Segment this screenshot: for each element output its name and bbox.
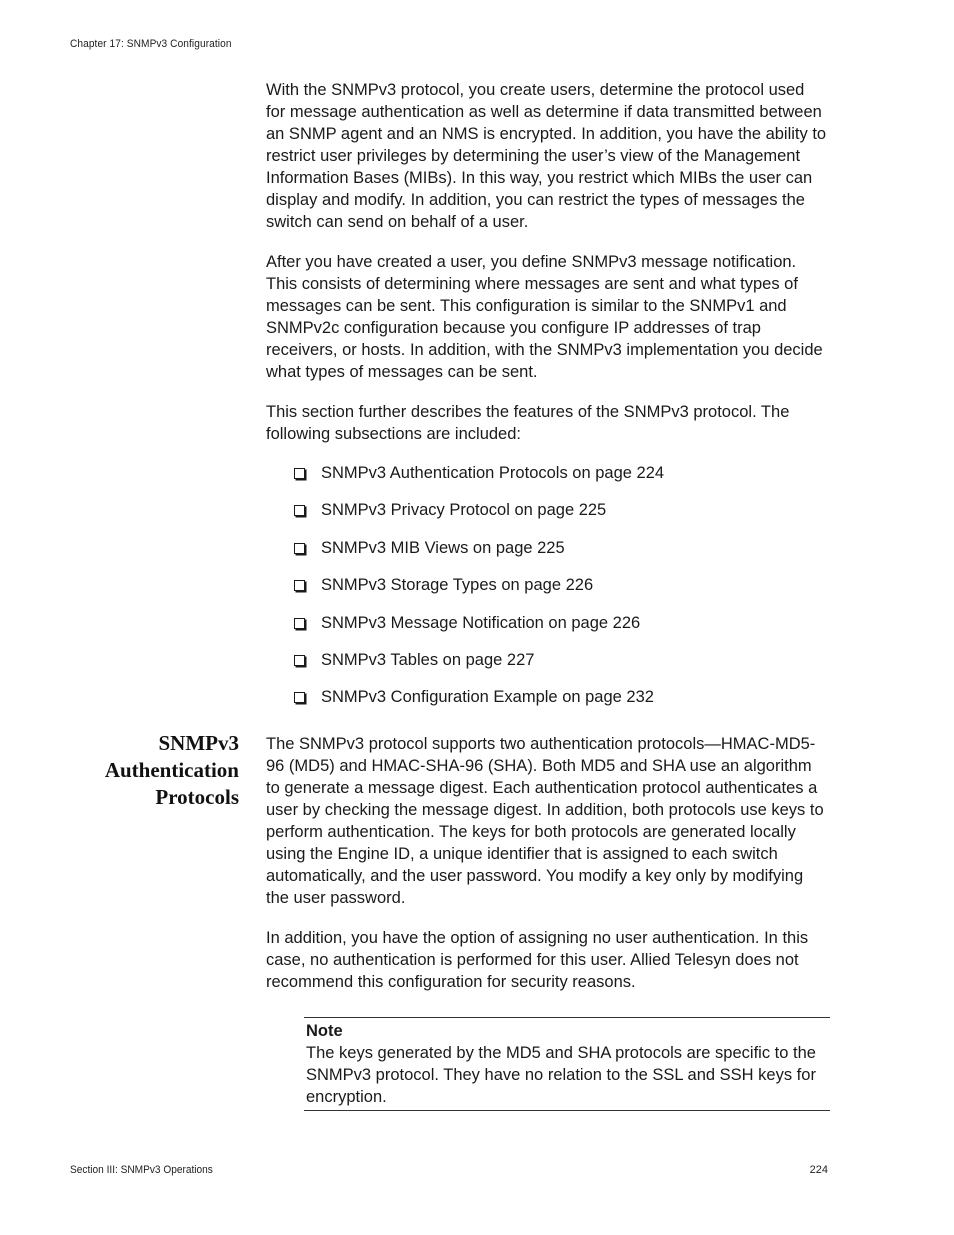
note-text: The keys generated by the MD5 and SHA protocols are specific to the SNMPv3 protocol. They have no relation to the SSL and SSH keys for encryption. [306, 1044, 816, 1106]
section-heading-line: SNMPv3 [158, 731, 239, 755]
subsection-link[interactable]: SNMPv3 Privacy Protocol on page 225 [321, 501, 607, 520]
footer-section: Section III: SNMPv3 Operations [70, 1164, 213, 1176]
running-header: Chapter 17: SNMPv3 Configuration [70, 38, 232, 50]
intro-paragraph: This section further describes the features of the SNMPv3 protocol. The following subsections are included: [266, 403, 790, 443]
subsection-link[interactable]: SNMPv3 Authentication Protocols on page 224 [321, 464, 665, 482]
list-item [294, 574, 664, 611]
intro-paragraph: With the SNMPv3 protocol, you create users, determine the protocol used for message authentication as well as determine if data transmitted between an SNMP agent and an NMS is encrypted. In addition, you have the ability to restrict user privileges by determining the user’s view of the Management Information Bases (MIBs). In this way, you restrict which MIBs the user can display and modify. In addition, you can restrict the types of messages the switch can send on behalf of a user. [266, 81, 827, 231]
list-item [294, 537, 664, 574]
section-paragraph: In addition, you have the option of assigning no user authentication. In this case, no authentication is performed for this user. Allied Telesyn does not recommend this configuration for security reasons. [266, 929, 809, 991]
checkbox-bullet-icon [294, 655, 305, 666]
subsection-list [294, 462, 664, 724]
checkbox-bullet-icon [294, 543, 305, 554]
subsection-link[interactable]: SNMPv3 Message Notification on page 226 [321, 613, 641, 632]
subsection-link[interactable]: SNMPv3 Storage Types on page 226 [321, 576, 594, 595]
section-paragraph: The SNMPv3 protocol supports two authentication protocols—HMAC-MD5-96 (MD5) and HMAC-SHA-96 (SHA). Both MD5 and SHA use an algorithm to generate a message digest. Each authentication protocol authenticates a user by checking the message digest. In addition, both protocols use keys to perform authentication. The keys for both protocols are generated locally using the Engine ID, a unique identifier that is assigned to each switch automatically, and the user password. You modify a key only by modifying the user password. [266, 735, 824, 907]
list-item [294, 686, 664, 723]
note-title: Note [306, 1022, 343, 1040]
checkbox-bullet-icon [294, 618, 305, 629]
list-item [294, 612, 664, 649]
section-heading [60, 730, 239, 811]
section-heading-line: Authentication [104, 758, 239, 782]
list-item [294, 649, 664, 686]
checkbox-bullet-icon [294, 468, 305, 479]
list-item [294, 499, 664, 536]
intro-text [266, 79, 828, 445]
checkbox-bullet-icon [294, 692, 305, 703]
page-number: 224 [809, 1164, 828, 1176]
list-item [294, 462, 664, 499]
intro-paragraph: After you have created a user, you define SNMPv3 message notification. This consists of determining where messages are sent and what types of messages can be sent. This configuration is similar to the SNMPv1 and SNMPv2c configuration because you configure IP addresses of trap receivers, or hosts. In addition, with the SNMPv3 implementation you decide what types of messages can be sent. [266, 253, 823, 381]
subsection-link[interactable]: SNMPv3 Tables on page 227 [321, 650, 535, 669]
checkbox-bullet-icon [294, 580, 305, 591]
note-box [304, 1017, 830, 1111]
subsection-link[interactable]: SNMPv3 Configuration Example on page 232 [321, 688, 654, 707]
section-body [266, 733, 828, 993]
checkbox-bullet-icon [294, 505, 305, 516]
section-heading-line: Protocols [155, 785, 239, 809]
subsection-link[interactable]: SNMPv3 MIB Views on page 225 [321, 538, 565, 557]
